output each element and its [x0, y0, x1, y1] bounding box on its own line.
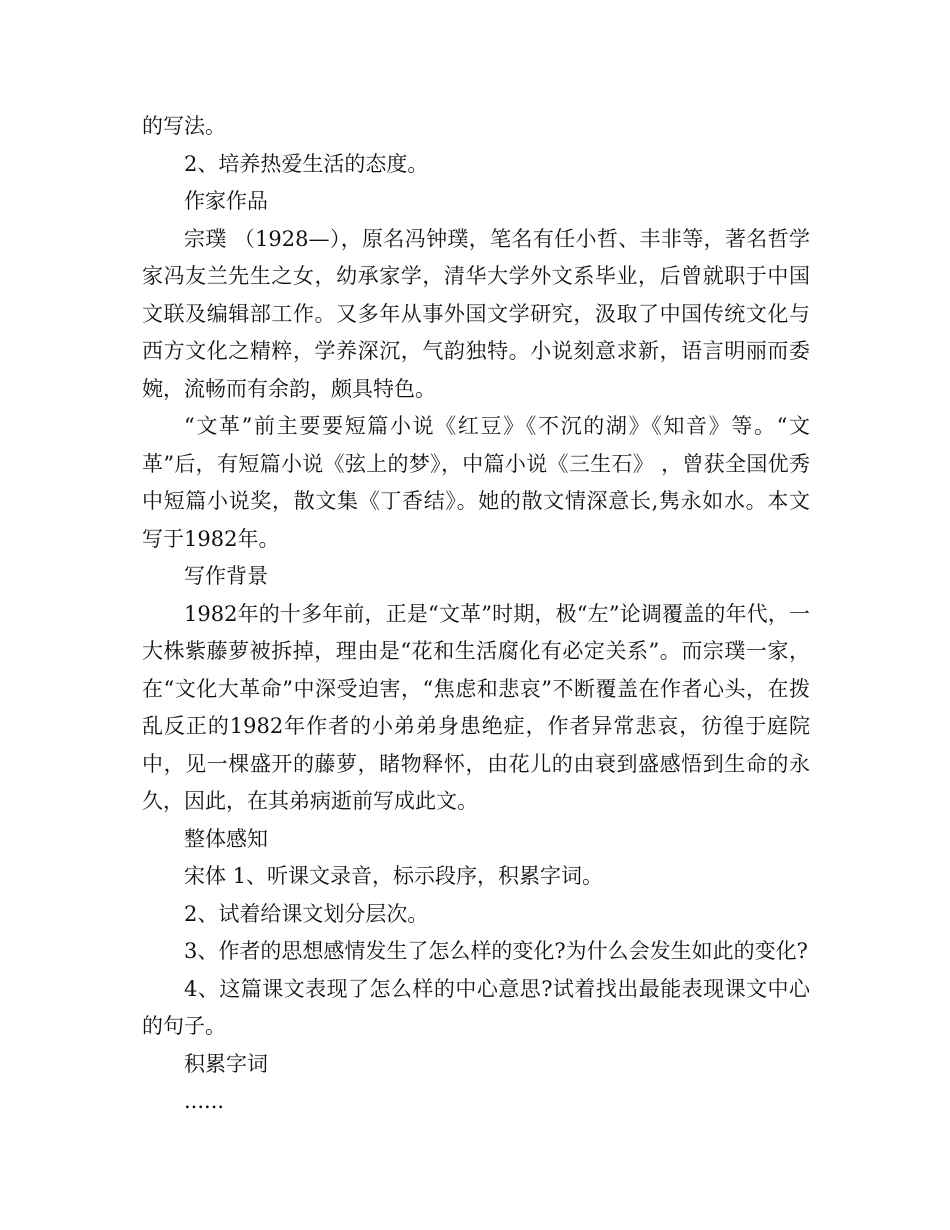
paragraph-author-bio: 宗璞 （1928—），原名冯钟璞，笔名有任小哲、丰非等，著名哲学家冯友兰先生之女，幼承家学，清华大学外文系毕业，后曾就职于中国文联及编辑部工作。又多年从事外国文学研究，汲取了中国传统文化与西方文化之精粹，学养深沉，气韵独特。小说刻意求新，语言明丽而委婉，流畅而有余韵，颇具特色。: [142, 226, 810, 401]
paragraph-task-1: 宋体 1、听课文录音，标示段序，积累字词。: [184, 864, 604, 888]
paragraph-ellipsis: ......: [184, 1089, 225, 1113]
section-heading-background: 写作背景: [184, 564, 268, 588]
paragraph-task-3: 3、作者的思想感情发生了怎么样的变化?为什么会发生如此的变化?: [184, 939, 808, 963]
paragraph-task-2: 2、试着给课文划分层次。: [184, 901, 429, 926]
paragraph-author-works: “文革”前主要要短篇小说《红豆》《不沉的湖》《知音》等。“文革”后，有短篇小说《弦上的梦》，中篇小说《三生石》 ，曾获全国优秀中短篇小说奖，散文集《丁香结》。她的散文情深意长,隽永如水。本文写于1982年。: [142, 414, 810, 551]
paragraph-background: 1982年的十多年前，正是“文革”时期，极“左”论调覆盖的年代，一大株紫藤萝被拆掉，理由是“花和生活腐化有必定关系”。而宗璞一家，在“文化大革命”中深受迫害，“焦虑和悲哀”不断覆盖在作者心头，在拨乱反正的1982年作者的小弟弟身患绝症，作者异常悲哀，彷徨于庭院中，见一棵盛开的藤萝，睹物释怀，由花儿的由衰到盛感悟到生命的永久，因此，在其弟病逝前写成此文。: [142, 601, 810, 813]
section-heading-words: 积累字词: [184, 1051, 268, 1076]
document-page: [142, 108, 810, 1121]
paragraph-goal-2: 2、培养热爱生活的态度。: [184, 151, 429, 176]
paragraph-task-4: 4、这篇课文表现了怎么样的中心意思?试着找出最能表现课文中心的句子。: [142, 976, 810, 1038]
paragraph-continuation: 的写法。: [142, 114, 226, 138]
section-heading-overall: 整体感知: [184, 826, 268, 851]
section-heading-author-works: 作家作品: [184, 189, 268, 213]
